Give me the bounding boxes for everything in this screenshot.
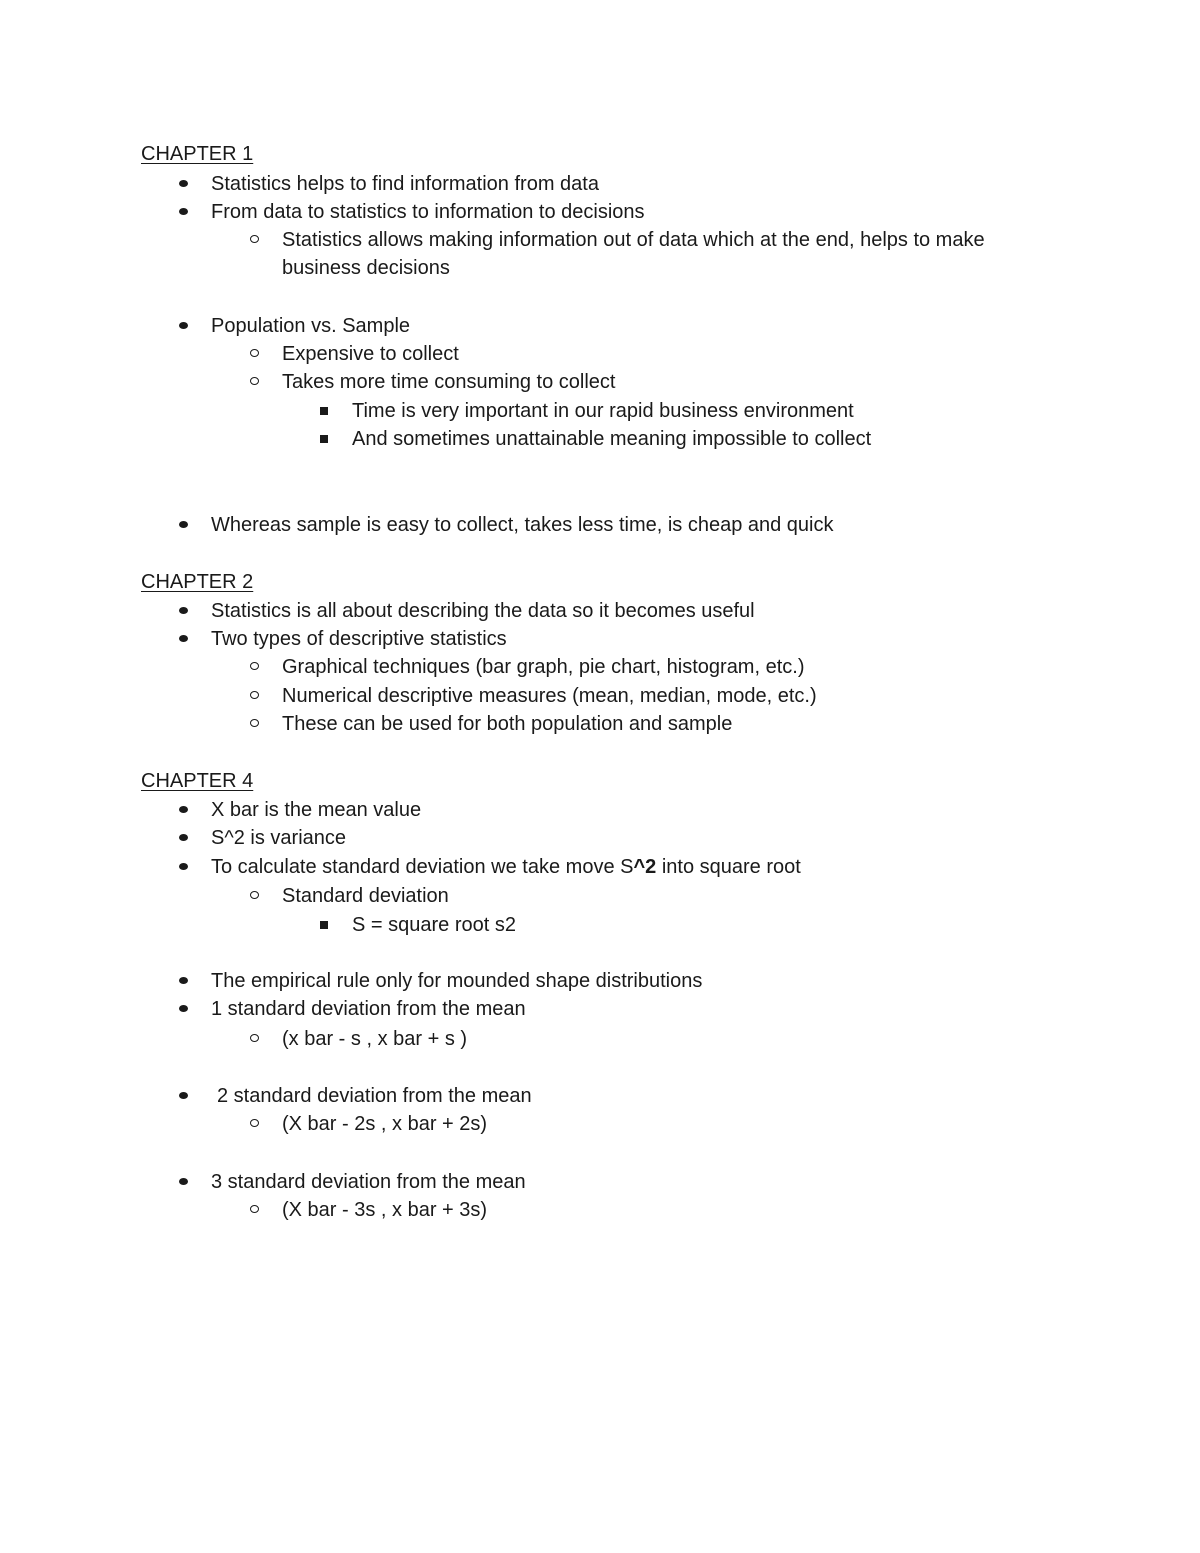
chapter-1-heading: CHAPTER 1 [141,143,254,165]
bullet-circle-icon [250,891,259,899]
list-item: Takes more time consuming to collect [282,368,615,396]
bullet-circle-icon [250,349,259,357]
bullet-disc-icon [179,208,188,215]
bullet-disc-icon [179,1178,188,1185]
bullet-disc-icon [179,1092,188,1099]
list-item: 2 standard deviation from the mean [211,1082,532,1110]
list-item: The empirical rule only for mounded shape distributions [211,967,702,995]
bullet-disc-icon [179,180,188,187]
list-item: S = square root s2 [352,911,516,939]
bullet-disc-icon [179,806,188,813]
list-item: From data to statistics to information to decisions [211,198,645,226]
list-item: 1 standard deviation from the mean [211,995,526,1023]
bullet-circle-icon [250,1205,259,1213]
bullet-circle-icon [250,235,259,243]
bullet-disc-icon [179,521,188,528]
bullet-circle-icon [250,1034,259,1042]
bullet-circle-icon [250,719,259,727]
bullet-disc-icon [179,834,188,841]
chapter-2-heading: CHAPTER 2 [141,571,254,593]
list-item: X bar is the mean value [211,796,421,824]
bullet-disc-icon [179,635,188,642]
list-item: Whereas sample is easy to collect, takes less time, is cheap and quick [211,511,834,539]
list-item: Population vs. Sample [211,312,410,340]
bullet-square-icon [320,921,328,929]
list-item: (X bar - 3s , x bar + 3s) [282,1196,487,1224]
bullet-square-icon [320,407,328,415]
list-item: 3 standard deviation from the mean [211,1168,526,1196]
list-item: Expensive to collect [282,340,459,368]
list-item: To calculate standard deviation we take move S^2 into square root [211,853,801,881]
list-item: (X bar - 2s , x bar + 2s) [282,1110,487,1138]
bullet-disc-icon [179,977,188,984]
list-item-continuation: business decisions [282,257,450,279]
bullet-square-icon [320,435,328,443]
bullet-disc-icon [179,1005,188,1012]
list-item: Statistics helps to find information from data [211,170,599,198]
bullet-circle-icon [250,1119,259,1127]
bullet-disc-icon [179,863,188,870]
list-item: Numerical descriptive measures (mean, median, mode, etc.) [282,682,817,710]
bullet-circle-icon [250,662,259,670]
bullet-disc-icon [179,607,188,614]
list-item: These can be used for both population and sample [282,710,732,738]
list-item: Time is very important in our rapid business environment [352,397,854,425]
chapter-4-heading: CHAPTER 4 [141,770,254,792]
list-item: Statistics allows making information out of data which at the end, helps to make [282,226,985,254]
list-item: Standard deviation [282,882,449,910]
bullet-circle-icon [250,377,259,385]
list-item: S^2 is variance [211,824,346,852]
list-item: Two types of descriptive statistics [211,625,507,653]
list-item: (x bar - s , x bar + s ) [282,1025,467,1053]
bullet-circle-icon [250,691,259,699]
list-item: Graphical techniques (bar graph, pie chart, histogram, etc.) [282,653,804,681]
bullet-disc-icon [179,322,188,329]
list-item: And sometimes unattainable meaning impossible to collect [352,425,871,453]
list-item: Statistics is all about describing the data so it becomes useful [211,597,755,625]
